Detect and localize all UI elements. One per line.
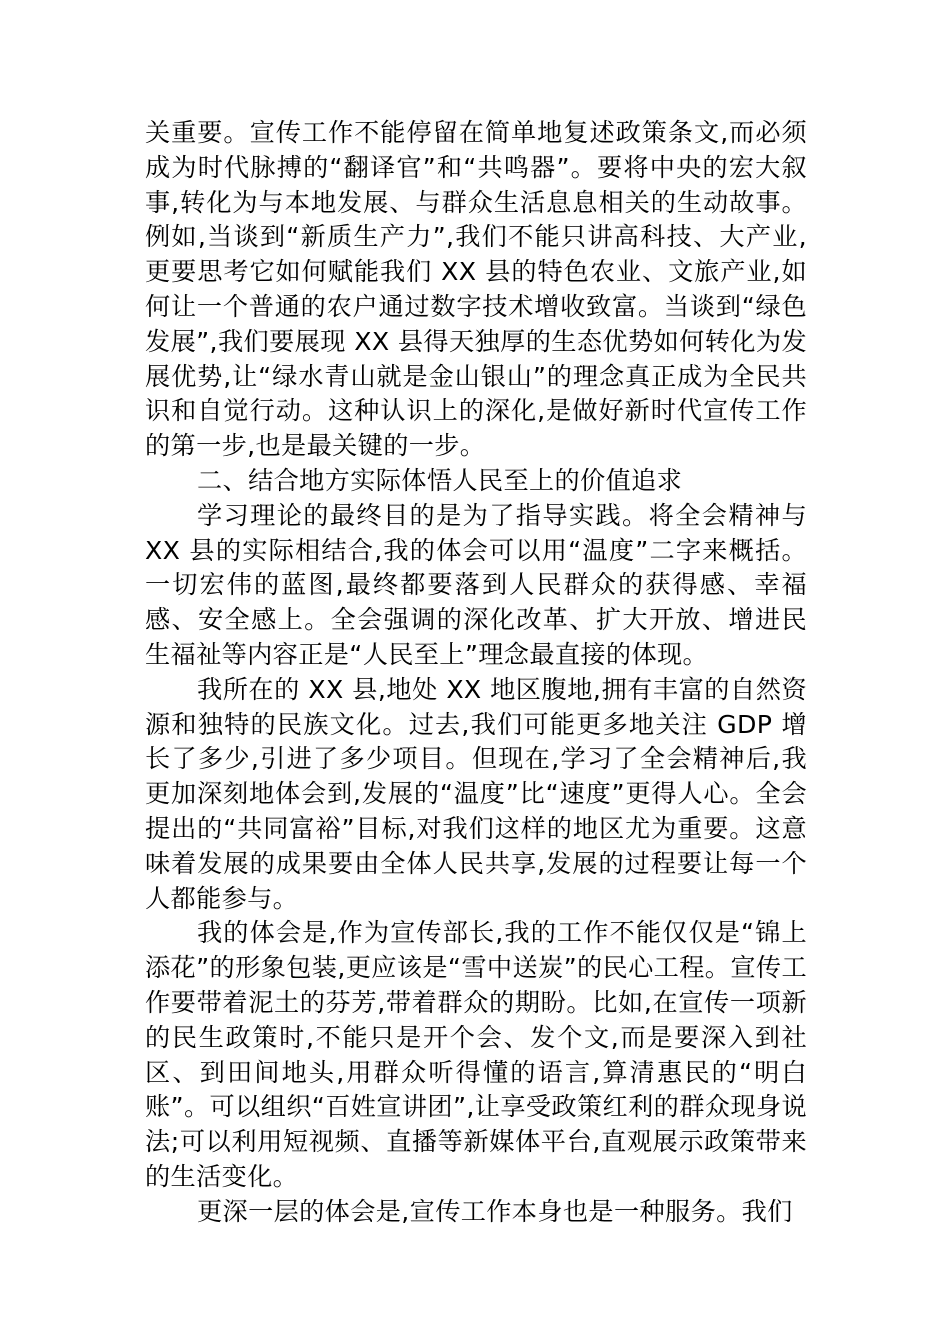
paragraph: 学习理论的最终目的是为了指导实践。将全会精神与 XX 县的实际相结合,我的体会可以用“温度”二字来概括。一切宏伟的蓝图,最终都要落到人民群众的获得感、幸福感、安全感上。全会强调的深化改革、扩大开放、增进民生福祉等内容正是“人民至上”理念最直接的体现。 (145, 500, 807, 669)
paragraph-continued: 关重要。宣传工作不能停留在简单地复述政策条文,而必须成为时代脉搏的“翻译官”和“共鸣器”。要将中央的宏大叙事,转化为与本地发展、与群众生活息息相关的生动故事。例如,当谈到“新质生产力”,我们不能只讲高科技、大产业,更要思考它如何赋能我们 XX 县的特色农业、文旅产业,如何让一个普通的农户通过数字技术增收致富。当谈到“绿色发展”,我们要展现 XX 县得天独厚的生态优势如何转化为发展优势,让“绿水青山就是金山银山”的理念真正成为全民共识和自觉行动。这种认识上的深化,是做好新时代宣传工作的第一步,也是最关键的一步。 (145, 118, 807, 461)
section-heading: 二、结合地方实际体悟人民至上的价值追求 (197, 465, 683, 495)
paragraph: 我的体会是,作为宣传部长,我的工作不能仅仅是“锦上添花”的形象包装,更应该是“雪中送炭”的民心工程。宣传工作要带着泥土的芬芳,带着群众的期盼。比如,在宣传一项新的民生政策时,不能只是开个会、发个文,而是要深入到社区、到田间地头,用群众听得懂的语言,算清惠民的“明白账”。可以组织“百姓宣讲团”,让享受政策红利的群众现身说法;可以利用短视频、直播等新媒体平台,直观展示政策带来的生活变化。 (145, 918, 807, 1191)
paragraph: 更深一层的体会是,宣传工作本身也是一种服务。我们 (197, 1196, 793, 1226)
paragraph: 我所在的 XX 县,地处 XX 地区腹地,拥有丰富的自然资源和独特的民族文化。过去,我们可能更多地关注 GDP 增长了多少,引进了多少项目。但现在,学习了全会精神后,我更加深刻地体会到,发展的“温度”比“速度”更得人心。全会提出的“共同富裕”目标,对我们这样的地区尤为重要。这意味着发展的成果要由全体人民共享,发展的过程要让每一个人都能参与。 (145, 674, 807, 913)
document-body (145, 116, 807, 1230)
